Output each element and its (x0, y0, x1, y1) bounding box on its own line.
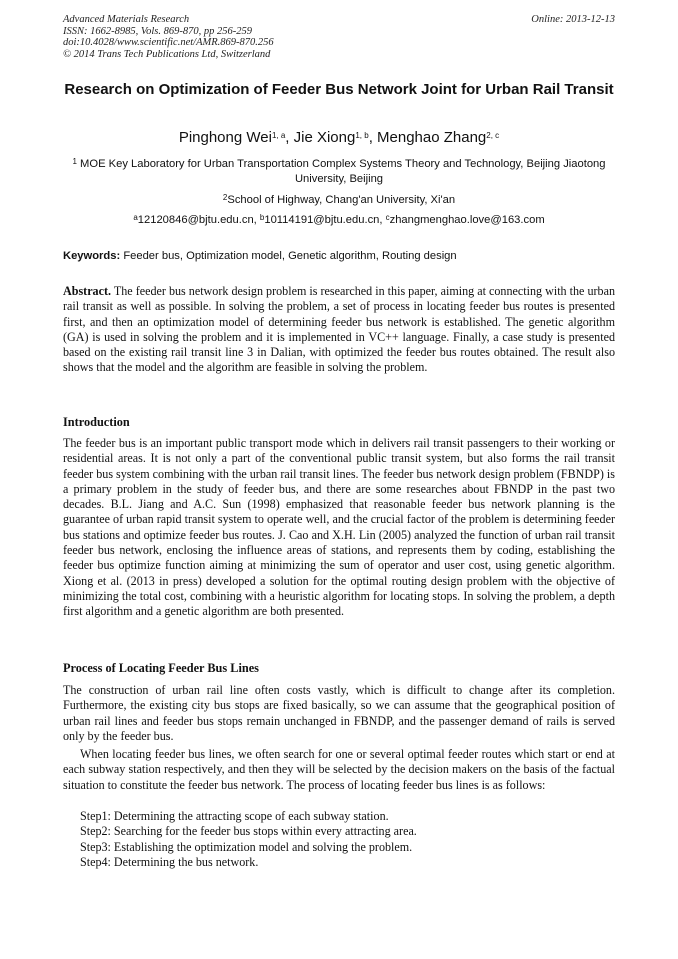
affiliation-text: School of Highway, Chang'an University, Xi'an (227, 194, 456, 206)
email-marker: b (259, 213, 265, 222)
step-item: Step1: Determining the attracting scope of each subway station. (80, 809, 389, 823)
author-separator: , (285, 129, 294, 146)
email-marker: a (133, 213, 138, 222)
author-affiliation-marker: 1, a (271, 131, 286, 140)
introduction-paragraph: The feeder bus is an important public transport mode which in delivers rail transit passengers to their working or residential areas. It is not only a part of the conventional public transit system, but also forms the rail transit feeder bus system combining with the urban rail transit lines. The feeder bus network design problem (FBNDP) is a primary problem in the study of feeder bus, and there are some researches about FBNDP in the past two decades. B.L. Jiang and A.C. Sun (1998) emphasized that reasonable feeder bus network planning is the guarantee of urban rapid transit system to operate well, and the crucial factor of the problem is determining feeder bus stations and optimize feeder bus routes. J. Cao and X.H. Lin (2005) analyzed the function of urban rail transit feeder bus network, enclosing the influence areas of stations, and represents them by coding, establishing the feeder bus optimize function aiming at minimizing the sum of operator and user cost, using genetic algorithm. Xiong et al. (2013 in press) developed a solution for the optimal routing design problem with the objective of minimizing the total cost, combining with a heuristic algorithm for locating stops. In solving the problem, a depth first algorithm and a genetic algorithm are both presented. (63, 436, 615, 619)
section-heading-introduction: Introduction (63, 415, 130, 429)
abstract (63, 284, 615, 376)
step-item: Step3: Establishing the optimization model and solving the problem. (80, 839, 413, 854)
affiliation-1 (63, 157, 615, 186)
step-item: Step4: Determining the bus network. (80, 854, 259, 869)
author-affiliation-marker: 1, b (355, 131, 369, 140)
email-address: 10114191@bjtu.edu.cn, (264, 214, 386, 226)
journal-name: Advanced Materials Research (63, 14, 190, 25)
keywords (63, 249, 615, 263)
copyright-line: © 2014 Trans Tech Publications Ltd, Switzerland (63, 48, 271, 60)
author-name: Jie Xiong (293, 129, 356, 146)
abstract-text: The feeder bus network design problem is researched in this paper, aiming at connecting with the urban rail transit as well as possible. In solving the problem, a set of process in locating feeder bus routes is presented first, and then an optimization model of determining feeder bus network is established. The genetic algorithm (GA) is used in solving the problem and it is implemented in VC++ language. Finally, a case study is presented based on the existing rail transit line 3 in Dalian, with optimized the feeder bus routes obtained. The result also shows that the model and the algorithm are feasible in solving the problem. (63, 284, 615, 375)
doi-line: doi:10.4028/www.scientific.net/AMR.869-870.256 (63, 37, 274, 49)
author-affiliation-marker: 2, c (486, 131, 500, 140)
affiliation-marker: 1 (72, 157, 77, 166)
section-heading-process: Process of Locating Feeder Bus Lines (63, 661, 259, 675)
author-name: Menghao Zhang (377, 129, 487, 146)
affiliation-marker: 2 (222, 193, 228, 202)
author-separator: , (368, 129, 378, 146)
abstract-label: Abstract. (63, 284, 112, 298)
issn-line: ISSN: 1662-8985, Vols. 869-870, pp 256-259 (63, 25, 252, 37)
email-address: 12120846@bjtu.edu.cn, (137, 214, 260, 226)
author-list (63, 128, 615, 148)
affiliation-text: MOE Key Laboratory for Urban Transportation Complex Systems Theory and Technology, Beijing Jiaotong University, Beijing (80, 158, 606, 185)
online-date: Online: 2013-12-13 (531, 14, 615, 25)
journal-header (63, 14, 615, 60)
email-list (63, 213, 615, 227)
process-steps (80, 809, 620, 870)
keywords-label: Keywords: (63, 250, 121, 262)
keywords-text: Feeder bus, Optimization model, Genetic algorithm, Routing design (123, 250, 457, 262)
process-paragraph-2: When locating feeder bus lines, we often search for one or several optimal feeder routes which start or end at each subway station respectively, and then they will be selected by the decision makers on the basis of the factual situation to constitute the feeder bus network. The process of locating feeder bus lines is as follows: (63, 747, 615, 792)
process-paragraph-1: The construction of urban rail line often costs vastly, which is difficult to change after its completion. Furthermore, the existing city bus stops are fixed basically, so we can assume that the geographical position of urban rail lines and feeder bus stops remain unchanged in FBNDP, and the passenger demand of rails is served only by the feeder bus. (63, 683, 615, 743)
affiliation-2 (63, 193, 615, 208)
email-marker: c (385, 213, 390, 222)
paper-title: Research on Optimization of Feeder Bus Network Joint for Urban Rail Transit (64, 81, 614, 98)
email-address: zhangmenghao.love@163.com (389, 214, 545, 226)
author-name: Pinghong Wei (178, 129, 272, 146)
step-item: Step2: Searching for the feeder bus stops within every attracting area. (80, 824, 417, 839)
